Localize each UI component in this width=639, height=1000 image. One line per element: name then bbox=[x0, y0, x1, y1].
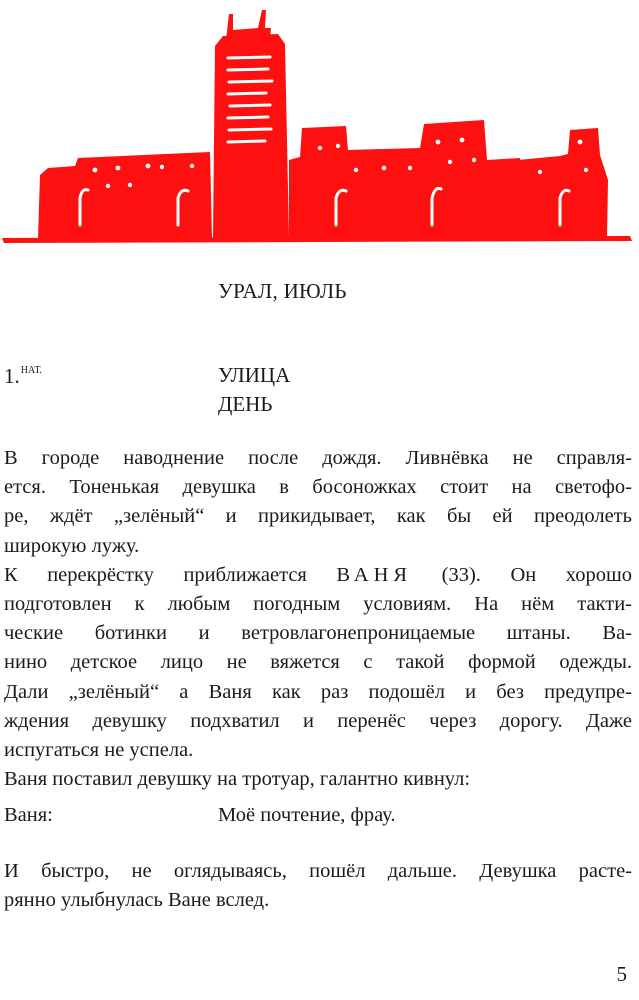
dialogue-speaker: Ваня: bbox=[4, 804, 53, 826]
page-number: 5 bbox=[616, 962, 627, 986]
action-paragraph-2 bbox=[4, 857, 632, 915]
city-skyline-illustration bbox=[0, 0, 639, 250]
scene-number-value: 1. bbox=[4, 364, 20, 388]
text-line: рянно улыбнулась Ване вслед. bbox=[4, 889, 270, 912]
text-line: В городе наводнение после дождя. Ливнёвка не справля- bbox=[4, 447, 632, 469]
action-paragraph-1 bbox=[4, 444, 632, 794]
text-line: Ваня поставил девушку на тротуар, галантно кивнул: bbox=[4, 768, 471, 791]
text-line: испугаться не успела. bbox=[4, 739, 194, 762]
text-line: ется. Тоненькая девушка в босоножках стоит на светофо- bbox=[4, 476, 632, 499]
text-line: нино детское лицо не вяжется с такой формой одежды. bbox=[4, 651, 632, 674]
scene-type: НАТ. bbox=[20, 365, 42, 376]
text-line: подготовлен к любым погодным условиям. На нём такти- bbox=[4, 593, 632, 616]
text-segment: (33). Он хорошо bbox=[441, 563, 633, 586]
text-line: ческие ботинки и ветровлагонепроницаемые штаны. Ва- bbox=[4, 622, 632, 645]
dialogue-line: Моё почтение, фрау. bbox=[218, 804, 396, 826]
character-name: ВАНЯ bbox=[336, 563, 413, 586]
text-line: Дали „зелёный“ а Ваня как раз подошёл и без предупре- bbox=[4, 680, 632, 703]
scene-location: УЛИЦА bbox=[218, 363, 291, 387]
scene-number bbox=[4, 364, 42, 389]
text-line bbox=[4, 561, 632, 590]
text-line: ждения девушку подхватил и перенёс через дорогу. Даже bbox=[4, 709, 632, 732]
text-segment: К перекрёстку приближается bbox=[4, 563, 307, 586]
text-line: ре, ждёт „зелёный“ и прикидывает, как бы ей преодолеть bbox=[4, 505, 632, 528]
scene-time: ДЕНЬ bbox=[218, 392, 273, 416]
text-line: И быстро, не оглядываясь, пошёл дальше. Девушка расте- bbox=[4, 860, 632, 882]
page-title: УРАЛ, ИЮЛЬ bbox=[218, 279, 347, 303]
text-line: широкую лужу. bbox=[4, 534, 140, 557]
